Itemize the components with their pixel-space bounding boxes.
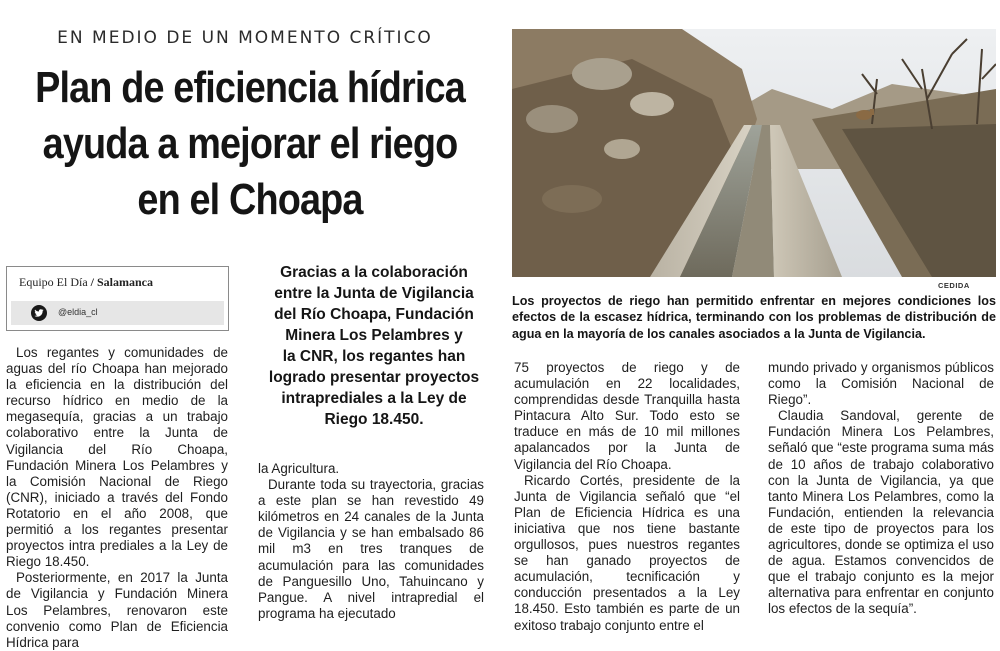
twitter-bar[interactable]	[11, 301, 224, 325]
canal-photo	[512, 29, 996, 277]
photo-credit: CEDIDA	[938, 281, 970, 290]
byline-separator: /	[87, 275, 97, 289]
author-name: Equipo El Día	[19, 275, 88, 289]
byline-box	[6, 266, 229, 331]
lead-line: entre la Junta de Vigilancia	[274, 285, 474, 302]
lead-line: del Río Choapa, Fundación	[274, 306, 474, 323]
lead-paragraph	[248, 262, 500, 430]
lead-line: logrado presentar proyectos	[268, 369, 480, 386]
body-paragraph: Ricardo Cortés, presidente de la Junta de Vigilancia señaló que “el Plan de Eficiencia Hídrica es una iniciativa que nos tiene bastante orgullosos, pues nuestros regantes se han ganado proyectos de acumulación, tecnificación y conducción presentados a la Ley 18.450. Esto también es parte de un exitoso trabajo conjunto entre el	[514, 472, 740, 633]
body-column-4	[768, 360, 994, 618]
headline-line-2: ayuda a mejorar el riego	[42, 119, 458, 168]
body-column-2	[258, 461, 484, 622]
headline-line-3: en el Choapa	[137, 175, 363, 224]
byline-location: Salamanca	[97, 275, 154, 289]
twitter-handle[interactable]: @eldia_cl	[58, 307, 98, 317]
body-paragraph: la Agricultura.	[258, 461, 340, 476]
body-paragraph: mundo privado y organismos públicos como la Comisión Nacional de Riego”.	[768, 360, 994, 408]
body-paragraph: Claudia Sandoval, gerente de Fundación Minera Los Pelambres, señaló que “este programa suma más de 10 años de trabajo colaborativo con la Junta de Vigilancia, ya que tanto Minera Los Pelambres, como la Fundación, entienden la relevancia de este tipo de proyectos para los agricultores, donde se optimiza el uso de agua. Estamos convencidos de que el trabajo conjunto es la mejor alternativa para enfrentar en conjunto los efectos de la sequía”.	[768, 408, 994, 617]
kicker: EN MEDIO DE UN MOMENTO CRÍTICO	[57, 28, 433, 48]
lead-line: Riego 18.450.	[324, 411, 424, 428]
headline-line-1: Plan de eficiencia hídrica	[35, 63, 465, 112]
canal-photo-illustration	[512, 29, 996, 277]
byline-author	[19, 275, 153, 290]
body-paragraph: Los regantes y comunidades de aguas del río Choapa han mejorado la eficiencia en la distribución del recurso hídrico en medio de la megasequía, gracias a un trabajo colaborativo entre la Junta de Vigilancia del Río Choapa, Fundación Minera Los Pelambres y la Comisión Nacional de Riego (CNR), iniciado a través del Fondo Rotatorio en el año 2008, que permitió a los regantes presentar proyectos intra prediales a la Ley de Riego 18.450.	[6, 345, 228, 570]
lead-line: intraprediales a la Ley de	[281, 390, 467, 407]
body-paragraph: Posteriormente, en 2017 la Junta de Vigilancia y Fundación Minera Los Pelambres, renovaron este convenio como Plan de Eficiencia Hídrica para	[6, 570, 228, 650]
body-paragraph: Durante toda su trayectoria, gracias a este plan se han revestido 49 kilómetros en 24 canales de la Junta de Vigilancia y se han embalsado 86 mil m3 en tres tranques de acumulación para las comunidades de Panguesillo Uno, Tahuincano y Pangue. A nivel intrapredial el programa ha ejecutado	[258, 477, 484, 621]
twitter-bird-icon	[31, 305, 47, 321]
lead-line: Gracias a la colaboración	[280, 264, 468, 281]
lead-line: la CNR, los regantes han	[282, 348, 466, 365]
photo-caption: Los proyectos de riego han permitido enfrentar en mejores condiciones los efectos de la escasez hídrica, terminando con los problemas de distribución de agua en la mayoría de los canales asociados a la Junta de Vigilancia.	[512, 294, 996, 341]
lead-line: Minera Los Pelambres y	[285, 327, 463, 344]
body-column-3	[514, 360, 740, 634]
headline	[35, 60, 465, 228]
body-column-1	[6, 345, 228, 651]
body-paragraph: 75 proyectos de riego y de acumulación en 22 localidades, comprendidas desde Tranquilla hasta Pintacura Alto Sur. Todo esto se traduce en más de 10 mil millones apalancados por la Junta de Vigilancia del Río Choapa.	[514, 360, 740, 472]
